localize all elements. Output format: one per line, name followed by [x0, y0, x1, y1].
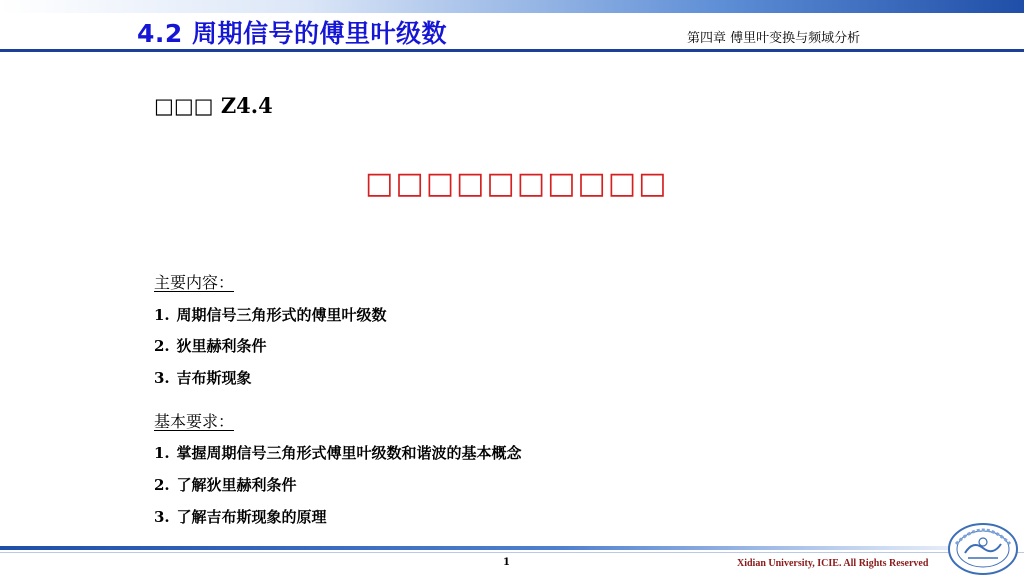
top-gradient-band	[0, 0, 1024, 13]
requirements-heading: 基本要求：	[154, 412, 235, 431]
footer-divider	[0, 546, 1024, 550]
item-text: 了解吉布斯现象的原理	[176, 508, 327, 526]
item-text: 狄里赫利条件	[176, 337, 267, 355]
footer-thin-line	[0, 552, 1024, 553]
item-number: 3.	[154, 369, 170, 387]
university-seal-icon	[946, 518, 1020, 576]
lesson-subtitle: □□□□□□□□□□	[365, 166, 669, 201]
title-divider	[0, 49, 1024, 52]
list-item	[154, 304, 386, 325]
item-number: 2.	[154, 476, 170, 494]
item-number: 1.	[154, 306, 170, 324]
slide-title: 4.2 周期信号的傅里叶级数	[137, 19, 447, 48]
item-number: 1.	[154, 444, 170, 462]
item-number: 2.	[154, 337, 170, 355]
lesson-code: □□□ Z4.4	[154, 93, 273, 118]
item-text: 吉布斯现象	[176, 369, 252, 387]
item-text: 掌握周期信号三角形式傅里叶级数和谐波的基本概念	[176, 444, 522, 462]
list-item	[154, 367, 251, 388]
list-item	[154, 442, 521, 463]
list-item	[154, 474, 296, 495]
main-content-heading: 主要内容：	[154, 273, 235, 292]
list-item	[154, 506, 326, 527]
page-number: 1	[503, 557, 510, 568]
item-text: 周期信号三角形式的傅里叶级数	[176, 306, 387, 324]
item-number: 3.	[154, 508, 170, 526]
list-item	[154, 335, 266, 356]
item-text: 了解狄里赫利条件	[176, 476, 297, 494]
chapter-label: 第四章 傅里叶变换与频域分析	[687, 31, 861, 46]
footer-credit: Xidian University, ICIE. All Rights Reserved	[737, 558, 929, 569]
